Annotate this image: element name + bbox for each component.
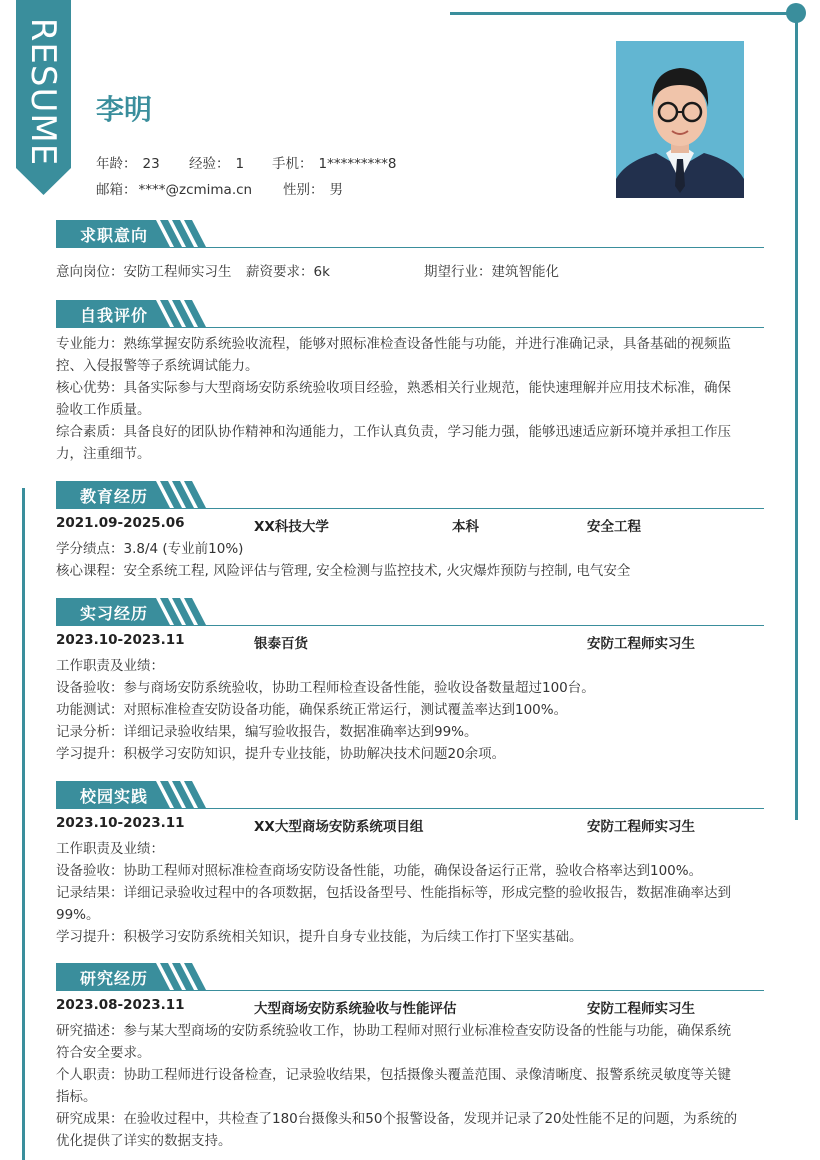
intent-position: 意向岗位：安防工程师实习生: [56, 264, 232, 280]
section-title: 实习经历: [80, 604, 149, 623]
self-eval-text: 专业能力：熟练掌握安防系统验收流程，能够对照标准检查设备性能与功能，并进行准确记录，具备基础的视频监 控、入侵报警等子系统调试能力。 核心优势：具备实际参与大型商场安防系统验收项目经验，熟悉相关行业规范，能快速理解并应用技术标准，确保 验收工作质量。 综合素质：具备良好的团队协作精神和沟通能力，工作认真负责，学习能力强，能够迅速适应新环境并承担工作压 力，注重细节。: [56, 336, 731, 462]
candidate-name: 李明: [96, 93, 153, 126]
left-decor-line: [22, 488, 25, 1160]
education-school: XX科技大学: [254, 519, 329, 535]
section-divider: [56, 247, 764, 249]
section-header-internship: [56, 598, 764, 626]
intent-industry: 期望行业：建筑智能化: [424, 264, 559, 280]
intent-salary: 薪资要求：6k: [246, 264, 330, 280]
campus-details: 工作职责及业绩： 设备验收：协助工程师对照标准检查商场安防设备性能，功能，确保设备运行正常，验收合格率达到100%。 记录结果：详细记录验收过程中的各项数据，包括设备型号、性能指标等，形成完整的验收报告，数据准确率达到 99%。 学习提升：积极学习安防系统相关知识，提升自身专业技能，为后续工作打下坚实基础。: [56, 841, 731, 945]
section-header-research: [56, 963, 764, 991]
internship-company: 银泰百货: [254, 636, 308, 652]
internship-role: 安防工程师实习生: [587, 636, 695, 652]
campus-org: XX大型商场安防系统项目组: [254, 819, 424, 835]
research-role: 安防工程师实习生: [587, 1001, 695, 1017]
internship-details: 工作职责及业绩： 设备验收：参与商场安防系统验收，协助工程师检查设备性能，验收设备数量超过100台。 功能测试：对照标准检查安防设备功能，确保系统正常运行，测试覆盖率达到100%。 记录分析：详细记录验收结果，编写验收报告，数据准确率达到99%。 学习提升：积极学习安防知识，提升专业技能，协助解决技术问题20余项。: [56, 658, 595, 762]
section-title: 研究经历: [80, 969, 149, 988]
research-project: 大型商场安防系统验收与性能评估: [254, 1001, 457, 1017]
internship-period: 2023.10-2023.11: [56, 632, 185, 648]
resume-label: RESUME: [23, 17, 64, 167]
gender-info: 性别： 男: [283, 182, 343, 198]
section-divider: [56, 990, 764, 992]
education-period: 2021.09-2025.06: [56, 515, 185, 531]
section-divider: [56, 508, 764, 510]
section-title: 求职意向: [80, 226, 149, 245]
profile-photo: [616, 41, 744, 198]
section-header-campus: [56, 781, 764, 809]
education-major: 安全工程: [587, 519, 641, 535]
section-title: 教育经历: [80, 487, 149, 506]
experience-info: 经验： 1: [189, 156, 245, 172]
age-info: 年龄： 23: [96, 156, 160, 172]
section-title: 自我评价: [80, 306, 149, 325]
section-title: 校园实践: [80, 787, 149, 806]
email-info: 邮箱： ****@zcmima.cn: [96, 182, 253, 198]
campus-role: 安防工程师实习生: [587, 819, 695, 835]
top-decor-line: [450, 12, 796, 15]
phone-info: 手机： 1*********8: [272, 156, 397, 172]
education-row: [56, 515, 766, 537]
section-divider: [56, 808, 764, 810]
internship-row: [56, 632, 766, 654]
education-degree: 本科: [452, 519, 479, 535]
section-divider: [56, 625, 764, 627]
section-header-education: [56, 481, 764, 509]
campus-row: [56, 815, 766, 837]
section-divider: [56, 327, 764, 329]
right-decor-line: [795, 14, 798, 820]
section-header-self-eval: [56, 300, 764, 328]
section-header-intent: [56, 220, 764, 248]
research-details: 研究描述：参与某大型商场的安防系统验收工作，协助工程师对照行业标准检查安防设备的性能与功能，确保系统 符合安全要求。 个人职责：协助工程师进行设备检查，记录验收结果，包括摄像头覆盖范围、录像清晰度、报警系统灵敏度等关键 指标。 研究成果：在验收过程中，共检查了180台摄像头和50个报警设备，发现并记录了20处性能不足的问题，为系统的 优化提供了详实的数据支持。: [56, 1023, 738, 1149]
research-row: [56, 997, 766, 1019]
research-period: 2023.08-2023.11: [56, 997, 185, 1013]
education-details: 学分绩点：3.8/4 (专业前10%) 核心课程：安全系统工程, 风险评估与管理, 安全检测与监控技术, 火灾爆炸预防与控制, 电气安全: [56, 541, 631, 579]
campus-period: 2023.10-2023.11: [56, 815, 185, 831]
